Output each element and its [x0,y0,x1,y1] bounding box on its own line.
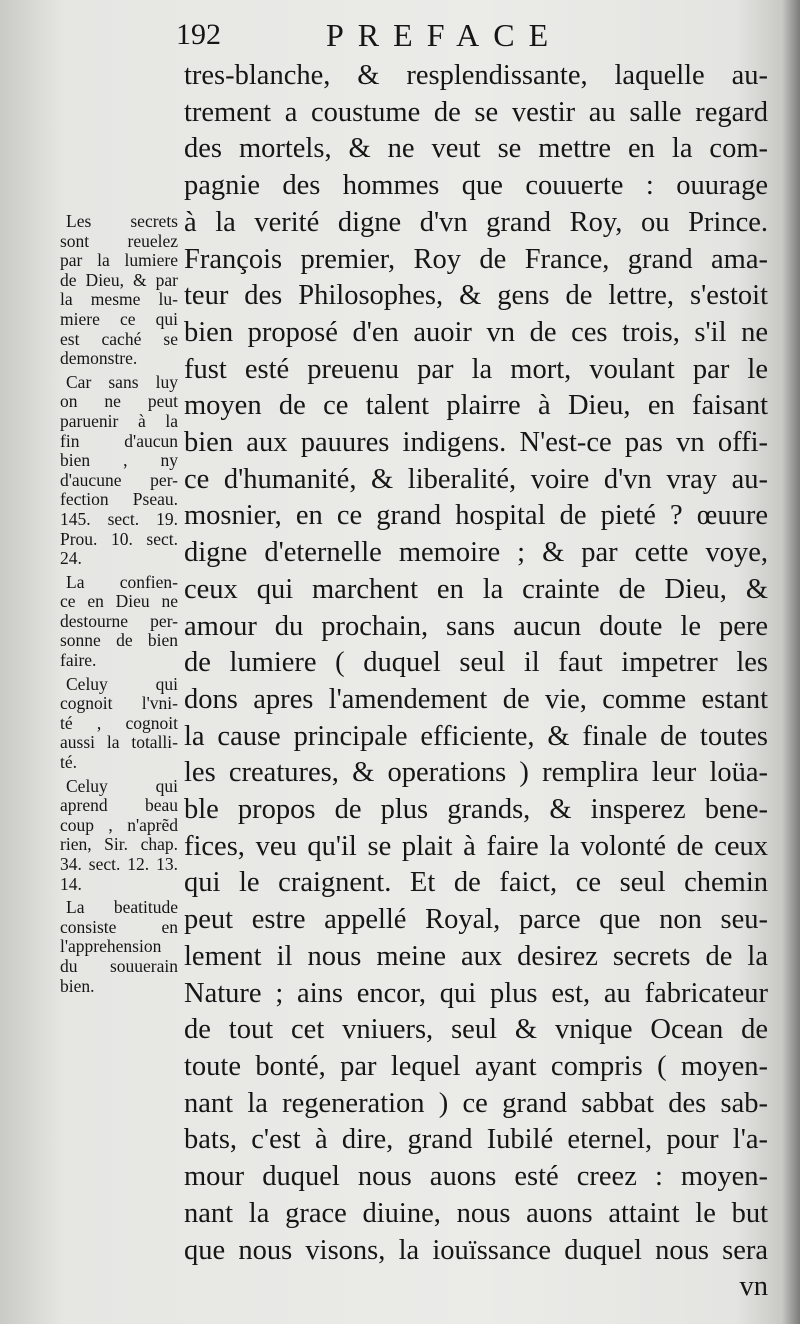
margin-note-line: Prou. 10. sect. [60,528,178,549]
text-line: digne d'eternelle memoire ; & par cette voye, [184,537,768,569]
text-line: Nature ; ains encor, qui plus est, au fabricateur [184,977,768,1009]
margin-note-line: on ne peut [60,391,178,412]
margin-note [60,373,178,569]
margin-note [60,675,178,773]
text-line: bien proposé d'en auoir vn de ces trois, s'il ne [184,316,768,348]
catchword: vn [739,1271,768,1303]
text-line: bats, c'est à dire, grand Iubilé eternel, pour l'a- [184,1124,768,1156]
body-text [184,58,768,1306]
text-line: des mortels, & ne veut se mettre en la com- [184,133,768,165]
margin-note-line: té. [60,752,78,773]
margin-note-line: La beatitude [66,897,178,918]
margin-note-line: 34. sect. 12. 13. [60,854,178,874]
margin-note [60,212,178,369]
margin-note-line: par la lumiere [60,250,178,271]
text-line: ce d'humanité, & liberalité, voire d'vn vray au- [184,463,768,495]
margin-note-line: Celuy qui [66,775,178,796]
running-title: PREFACE [326,16,563,53]
text-line: nant la regeneration ) ce grand sabbat des sab- [184,1087,768,1119]
margin-note-line: té , cognoit [60,712,178,733]
margin-note-line: Celuy qui [66,673,178,694]
margin-notes [60,212,178,1000]
margin-note-line: La confien- [66,571,178,592]
text-line: pagnie des hommes que couuerte : ouurage [184,170,768,202]
text-line: lement il nous meine aux desirez secrets de la [184,940,768,972]
text-line: mosnier, en ce grand hospital de pieté ? œuure [184,500,768,532]
text-line: François premier, Roy de France, grand ama- [184,243,768,275]
text-line: dons apres l'amendement de vie, comme estant [184,683,768,715]
margin-note-line: 14. [60,873,82,894]
margin-note-line: bien , ny [60,450,178,471]
margin-note-line: fin d'aucun [60,430,178,451]
text-line: mour duquel nous auons esté creez : moyen- [184,1161,768,1193]
text-line: toute bonté, par lequel ayant compris ( moyen- [184,1050,768,1082]
margin-note-line: paruenir à la [60,410,178,431]
margin-note [60,573,178,671]
text-line: moyen de ce talent plairre à Dieu, en faisant [184,390,768,422]
text-line: qui le craignent. Et de faict, ce seul chemin [184,867,768,899]
text-line: ble propos de plus grands, & insperez bene- [184,794,768,826]
text-line: trement a coustume de se vestir au salle regard [184,96,768,128]
margin-note-line: 145. sect. 19. [60,508,178,529]
margin-note-line: sonne de bien [60,630,178,651]
margin-note-line: bien. [60,975,95,996]
text-line: bien aux pauures indigens. N'est-ce pas vn offi- [184,427,768,459]
margin-note-line: d'aucune per- [60,469,178,490]
text-line: à la verité digne d'vn grand Roy, ou Prince. [184,206,768,238]
text-line: la cause principale efficiente, & finale de toutes [184,720,768,752]
margin-note-line: l'apprehension [60,936,162,957]
margin-note-line: cognoit l'vni- [60,693,178,714]
text-line: que nous visons, la iouïssance duquel nous sera [184,1234,768,1266]
margin-note [60,777,178,895]
text-line: peut estre appellé Royal, parce que non seu- [184,904,768,936]
margin-note-line: rien, Sir. chap. [60,834,178,855]
margin-note-line: de Dieu, & par [60,269,178,290]
margin-note-line: coup , n'aprẽd [60,814,178,835]
margin-note-line: la mesme lu- [60,289,178,310]
text-line: fust esté preuenu par la mort, voulant par le [184,353,768,385]
margin-note-line: demonstre. [60,348,138,369]
margin-note-line: fection Pseau. [60,489,178,510]
page-number: 192 [176,18,221,51]
text-line: tres-blanche, & resplendissante, laquelle au- [184,60,768,91]
margin-note-line: est caché se [60,328,178,349]
margin-note-line: faire. [60,650,97,671]
margin-note-line: ce en Dieu ne [60,591,178,612]
margin-note-line: du souuerain [60,955,178,976]
margin-note-line: aussi la totalli- [60,732,178,753]
page-header [176,12,770,58]
margin-note-line: miere ce qui [60,308,178,329]
text-line: les creatures, & operations ) remplira leur loüa- [184,757,768,789]
text-line: de tout cet vniuers, seul & vnique Ocean de [184,1014,768,1046]
margin-note [60,898,178,996]
page-edge-shadow [782,0,800,1324]
margin-note-line: aprend beau [60,795,178,816]
margin-note-line: Les secrets [66,211,178,231]
text-line: de lumiere ( duquel seul il faut impetrer les [184,647,768,679]
margin-note-line: destourne per- [60,610,178,631]
margin-note-line: consiste en [60,916,178,937]
text-line: teur des Philosophes, & gens de lettre, s'estoit [184,280,768,312]
margin-note-line: Car sans luy [66,371,178,392]
margin-note-line: sont reuelez [60,230,178,251]
text-line: amour du prochain, sans aucun doute le pere [184,610,768,642]
text-line: ceux qui marchent en la crainte de Dieu, & [184,573,768,605]
margin-note-line: 24. [60,548,82,569]
text-line: nant la grace diuine, nous auons attaint le but [184,1197,768,1229]
text-line: fices, veu qu'il se plait à faire la volonté de ceux [184,830,768,862]
